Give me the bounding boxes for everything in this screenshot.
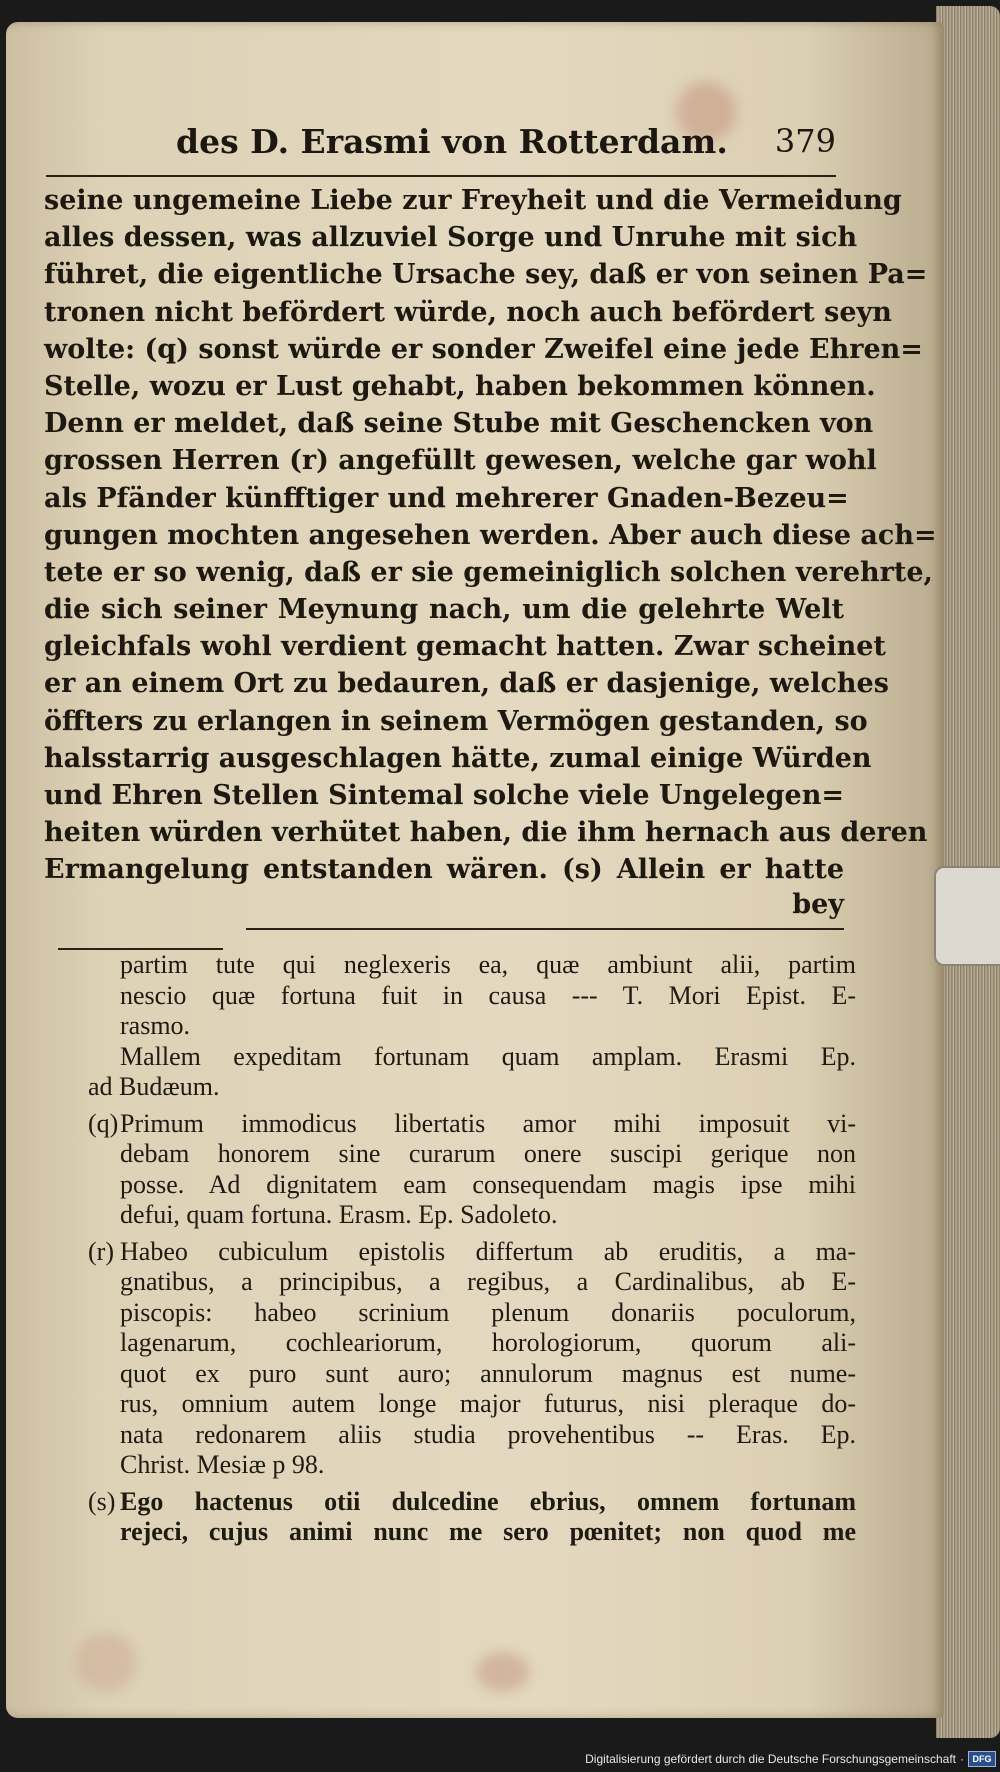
main-text-line: er an einem Ort zu bedauren, daß er dasjenige, welches [44,668,889,700]
main-text-block [44,182,937,926]
book-page [6,22,944,1718]
footnote-line: lagenarum, cochleariorum, horologiorum, quorum ali- [120,1328,856,1357]
main-text-line: die sich seiner Meynung nach, um die gelehrte Welt [44,594,844,626]
main-text-line: und Ehren Stellen Sintemal solche viele Ungelegen= [44,780,844,811]
footnote-q [88,1109,856,1231]
footnotes-block [88,950,856,1548]
main-text-line: wolte: (q) sonst würde er sonder Zweifel eine jede Ehren= [44,333,923,365]
main-text-line: Ermangelung entstanden wären. (s) Allein er hatte [44,854,844,886]
page-stain [76,1632,136,1692]
main-text-line: gungen mochten angesehen werden. Aber auch diese ach= [44,519,937,551]
footnote-continued [88,950,856,1103]
main-text-line: öffters zu erlangen in seinem Vermögen gestanden, so [44,705,868,737]
credit-text: Digitalisierung gefördert durch die Deutsche Forschungsgemeinschaft [585,1752,956,1766]
main-text-line: führet, die eigentliche Ursache sey, daß er von seinen Pa= [44,259,928,291]
dfg-logo-icon: DFG [968,1751,996,1767]
footnote-line: piscopis: habeo scrinium plenum donariis poculorum, [120,1297,856,1327]
footnote-line: rejeci, cujus animi nunc me sero pœnitet; non quod me [120,1517,856,1546]
footnote-line: defui, quam fortuna. Erasm. Ep. Sadoleto. [120,1200,558,1229]
footnote-mark: (q) [88,1108,119,1138]
main-text-line: heiten würden verhütet haben, die ihm hernach aus deren [44,817,928,849]
footnote-r [88,1237,856,1481]
main-text-line: seine ungemeine Liebe zur Freyheit und die Vermeidung [44,185,902,216]
footnote-line: nescio quæ fortuna fuit in causa --- T. Mori Epist. E- [120,980,856,1010]
footnote-line: rasmo. [120,1011,191,1040]
footnote-line: quot ex puro sunt auro; annulorum magnus est nume- [120,1358,856,1388]
main-text-line: tronen nicht befördert würde, noch auch befördert seyn [44,296,892,328]
digitization-credit: Digitalisierung gefördert durch die Deutsche Forschungsgemeinschaft · DFG [585,1748,996,1770]
main-text-line: Stelle, wozu er Lust gehabt, haben bekommen können. [44,370,876,402]
footnote-mark: (s) [88,1486,116,1516]
footnote-line: ad Budæum. [88,1072,220,1101]
catchword: bey [792,888,844,920]
footnote-line: Habeo cubiculum epistolis differtum ab eruditis, a ma- [120,1236,856,1266]
main-text-line: alles dessen, was allzuviel Sorge und Unruhe mit sich [44,222,858,254]
footnote-line: gnatibus, a principibus, a regibus, a Cardinalibus, ab E- [120,1267,856,1296]
page-stain [476,1652,530,1692]
main-text-line: tete er so wenig, daß er sie gemeiniglich solchen verehrte, [44,556,933,588]
bookmark-ribbon [934,866,1000,966]
footnote-line: nata redonarem aliis studia provehentibus -- Eras. Ep. [120,1419,856,1449]
footnote-rule [246,928,844,930]
footnote-line: Christ. Mesiæ p 98. [120,1450,325,1479]
main-text-line: grossen Herren (r) angefüllt gewesen, welche gar wohl [44,445,877,477]
footnote-line: Ego hactenus otii dulcedine ebrius, omnem fortunam [120,1486,856,1516]
footnote-line: rus, omnium autem longe major futurus, nisi pleraque do- [120,1389,856,1418]
main-text-line: Denn er meldet, daß seine Stube mit Geschencken von [44,408,874,440]
footnote-line: partim tute qui neglexeris ea, quæ ambiunt alii, partim [120,950,856,979]
footnote-line: Primum immodicus libertatis amor mihi imposuit vi- [120,1108,856,1138]
footnote-line: posse. Ad dignitatem eam consequendam magis ipse mihi [120,1169,856,1199]
footnote-s [88,1487,856,1548]
footnote-line: debam honorem sine curarum onere suscipi gerique non [120,1139,856,1168]
footnote-mark: (r) [88,1236,114,1266]
header-rule [46,175,836,177]
footnote-line: Mallem expeditam fortunam quam amplam. Erasmi Ep. [120,1041,856,1071]
running-head [176,118,836,166]
running-title: des D. Erasmi von Rotterdam. [176,122,728,161]
main-text-line: gleichfals wohl verdient gemacht hatten. Zwar scheinet [44,631,886,663]
main-text-line: als Pfänder künfftiger und mehrerer Gnaden-Bezeu= [44,482,849,514]
main-text-line: halsstarrig ausgeschlagen hätte, zumal einige Würden [44,742,872,774]
page-number: 379 [774,122,836,160]
